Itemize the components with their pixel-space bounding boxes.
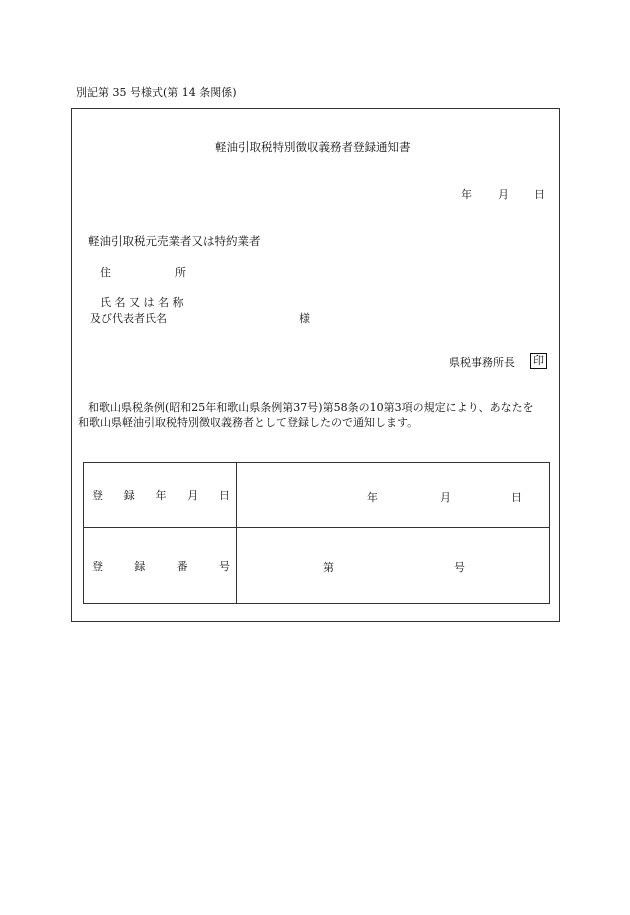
issuer-title: 県税事務所長 [449, 356, 515, 369]
registration-table [83, 462, 550, 604]
date-year-label: 年 [461, 188, 472, 201]
seal-mark [530, 353, 547, 369]
registration-number-label-cell [84, 528, 237, 604]
date-month-label: 月 [498, 188, 509, 201]
registration-date-label-cell [84, 463, 237, 528]
label-char: 月 [187, 489, 199, 502]
notice-body [78, 400, 560, 430]
form-reference: 別記第 35 号様式(第 14 条関係) [76, 86, 237, 99]
body-line-1: 和歌山県税条例(昭和25年和歌山県条例第37号)第58条の10第3項の規定により、あなたを [88, 401, 534, 414]
registration-number-label [92, 558, 230, 574]
reg-number-prefix: 第 [323, 561, 334, 574]
label-char: 番 [176, 559, 188, 573]
registration-date-label [92, 487, 230, 503]
reg-year-label: 年 [367, 491, 378, 504]
label-char: 号 [218, 559, 230, 573]
seal-label: 印 [530, 353, 547, 369]
body-line-2: 和歌山県軽油引取税特別徴収義務者として登録したので通知します。 [78, 416, 419, 429]
honorific-sama: 様 [299, 312, 310, 325]
name-label-line1: 氏 名 又 は 名 称 [100, 296, 184, 309]
reg-day-label: 日 [511, 491, 522, 504]
label-char: 録 [134, 559, 146, 573]
label-char: 登 [92, 489, 103, 502]
address-label-char-1: 住 [100, 266, 111, 279]
label-char: 録 [123, 489, 135, 502]
registration-number-row [84, 528, 550, 604]
label-char: 日 [219, 489, 230, 502]
registration-date-value-cell [237, 463, 550, 528]
registration-number-value-cell [237, 528, 550, 604]
registration-date-row [84, 463, 550, 528]
reg-month-label: 月 [440, 491, 451, 504]
address-label-char-2: 所 [175, 266, 186, 279]
label-char: 登 [92, 559, 103, 573]
reg-number-suffix: 号 [454, 561, 465, 574]
addressee-heading: 軽油引取税元売業者又は特約業者 [88, 234, 261, 248]
document-title: 軽油引取税特別徴収義務者登録通知書 [215, 140, 411, 154]
label-char: 年 [155, 489, 167, 502]
date-day-label: 日 [534, 188, 545, 201]
name-label-line2: 及び代表者氏名 [90, 312, 167, 325]
